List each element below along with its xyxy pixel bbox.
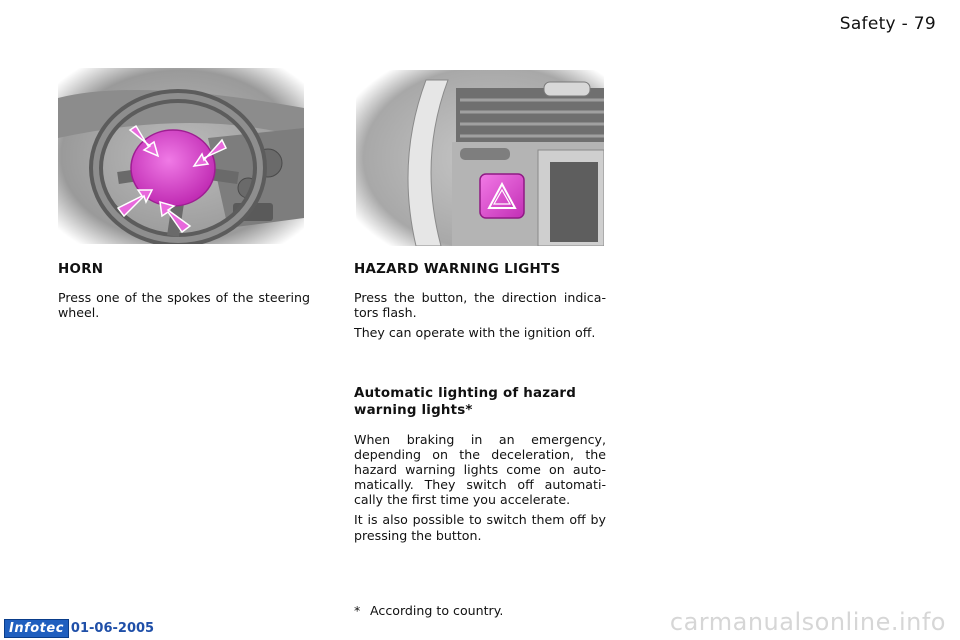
hazard-section (354, 262, 606, 543)
footnote-text: According to country. (370, 603, 504, 618)
hazard-heading: HAZARD WARNING LIGHTS (354, 262, 561, 277)
publisher-logo (4, 619, 154, 638)
hazard-paragraph-4: It is also possible to switch them off by pressing the button. (354, 512, 606, 543)
infotec-logo: Infotec (4, 619, 69, 638)
hazard-paragraph-1: Press the button, the direction indica-tors flash. (354, 290, 606, 321)
steering-wheel-illustration (58, 68, 304, 244)
page-title: Safety - 79 (839, 14, 936, 34)
publication-date: 01-06-2005 (70, 621, 155, 636)
hazard-button-illustration (356, 70, 604, 246)
horn-section (58, 262, 310, 320)
hazard-subheading: Automatic lighting of hazard warning lights* (354, 386, 577, 419)
hazard-paragraph-2: They can operate with the ignition off. (354, 325, 596, 341)
hazard-paragraph-3: When braking in an emergency, depending on the deceleration, the hazard warning lights come on auto-matically. They switch off automati-cally the first time you accelerate. (354, 431, 606, 508)
footnote-mark: * (354, 603, 361, 618)
footnote (354, 603, 503, 618)
watermark: carmanualsonline.info (669, 608, 946, 636)
horn-text: Press one of the spokes of the steering wheel. (58, 290, 310, 321)
horn-heading: HORN (58, 262, 104, 277)
